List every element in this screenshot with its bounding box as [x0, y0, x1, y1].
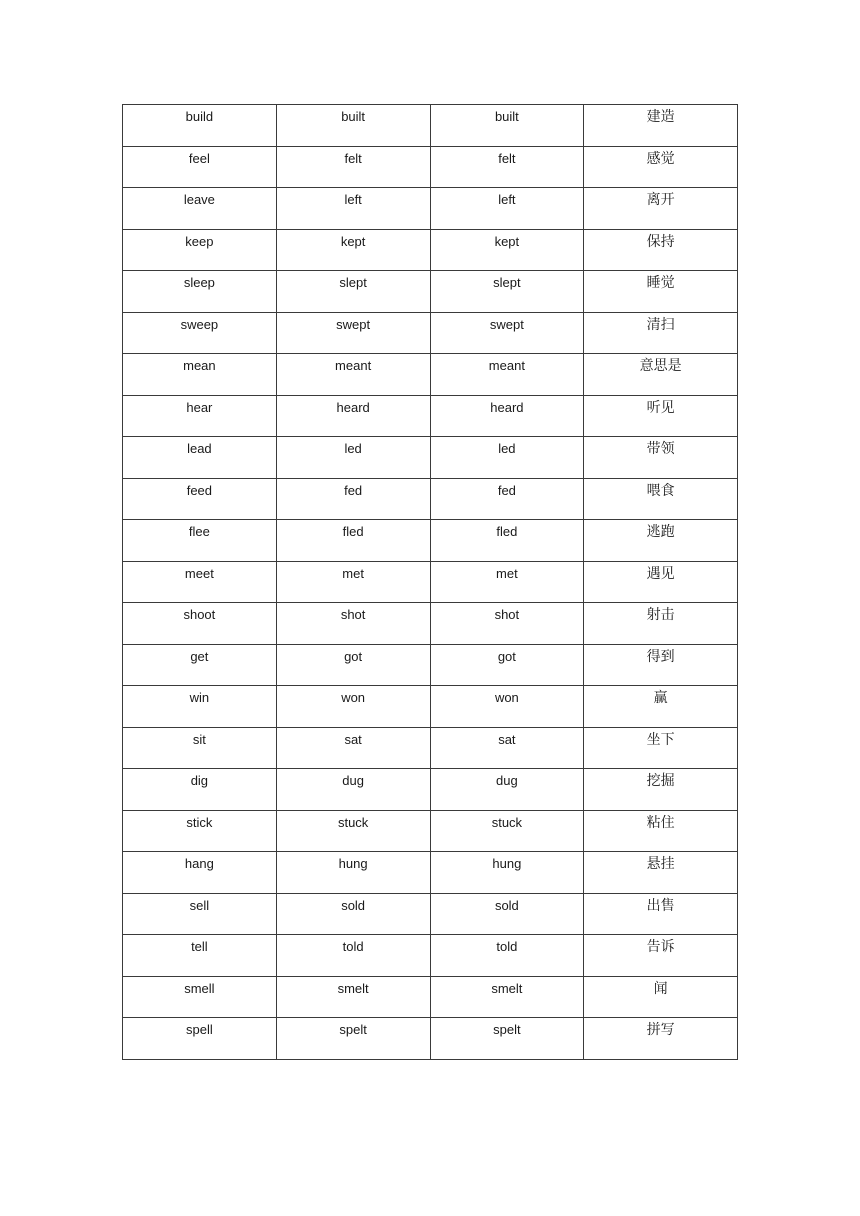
past-participle-cell: left: [430, 188, 584, 230]
table-row: [123, 935, 738, 977]
past-participle-cell: led: [430, 437, 584, 479]
base-form-cell: hear: [123, 395, 277, 437]
past-tense-cell: built: [276, 105, 430, 147]
chinese-meaning-cell: 拼写: [584, 1018, 738, 1060]
chinese-meaning-cell: 遇见: [584, 561, 738, 603]
past-participle-cell: told: [430, 935, 584, 977]
chinese-meaning-cell: 告诉: [584, 935, 738, 977]
table-row: [123, 520, 738, 562]
past-tense-cell: told: [276, 935, 430, 977]
past-participle-cell: felt: [430, 146, 584, 188]
table-row: [123, 229, 738, 271]
table-row: [123, 852, 738, 894]
past-tense-cell: left: [276, 188, 430, 230]
chinese-meaning-cell: 悬挂: [584, 852, 738, 894]
base-form-cell: sit: [123, 727, 277, 769]
past-tense-cell: slept: [276, 271, 430, 313]
table-row: [123, 146, 738, 188]
chinese-meaning-cell: 意思是: [584, 354, 738, 396]
table-row: [123, 769, 738, 811]
base-form-cell: flee: [123, 520, 277, 562]
chinese-meaning-cell: 清扫: [584, 312, 738, 354]
past-tense-cell: swept: [276, 312, 430, 354]
past-participle-cell: met: [430, 561, 584, 603]
chinese-meaning-cell: 睡觉: [584, 271, 738, 313]
past-tense-cell: heard: [276, 395, 430, 437]
base-form-cell: get: [123, 644, 277, 686]
past-participle-cell: fled: [430, 520, 584, 562]
chinese-meaning-cell: 逃跑: [584, 520, 738, 562]
base-form-cell: feel: [123, 146, 277, 188]
base-form-cell: mean: [123, 354, 277, 396]
past-participle-cell: shot: [430, 603, 584, 645]
past-participle-cell: swept: [430, 312, 584, 354]
table-row: [123, 686, 738, 728]
past-tense-cell: smelt: [276, 976, 430, 1018]
table-row: [123, 105, 738, 147]
past-participle-cell: sat: [430, 727, 584, 769]
chinese-meaning-cell: 离开: [584, 188, 738, 230]
past-tense-cell: felt: [276, 146, 430, 188]
past-tense-cell: led: [276, 437, 430, 479]
table-row: [123, 644, 738, 686]
table-row: [123, 437, 738, 479]
table-row: [123, 727, 738, 769]
table-row: [123, 188, 738, 230]
past-participle-cell: heard: [430, 395, 584, 437]
past-tense-cell: fed: [276, 478, 430, 520]
table-row: [123, 810, 738, 852]
base-form-cell: lead: [123, 437, 277, 479]
past-participle-cell: stuck: [430, 810, 584, 852]
past-participle-cell: spelt: [430, 1018, 584, 1060]
past-tense-cell: kept: [276, 229, 430, 271]
base-form-cell: sleep: [123, 271, 277, 313]
chinese-meaning-cell: 赢: [584, 686, 738, 728]
chinese-meaning-cell: 坐下: [584, 727, 738, 769]
chinese-meaning-cell: 感觉: [584, 146, 738, 188]
past-tense-cell: hung: [276, 852, 430, 894]
chinese-meaning-cell: 保持: [584, 229, 738, 271]
past-participle-cell: kept: [430, 229, 584, 271]
verb-table-body: [123, 105, 738, 1060]
base-form-cell: smell: [123, 976, 277, 1018]
past-tense-cell: fled: [276, 520, 430, 562]
table-row: [123, 976, 738, 1018]
chinese-meaning-cell: 听见: [584, 395, 738, 437]
past-participle-cell: dug: [430, 769, 584, 811]
base-form-cell: spell: [123, 1018, 277, 1060]
past-participle-cell: smelt: [430, 976, 584, 1018]
past-tense-cell: sat: [276, 727, 430, 769]
table-row: [123, 271, 738, 313]
table-row: [123, 395, 738, 437]
base-form-cell: stick: [123, 810, 277, 852]
past-participle-cell: fed: [430, 478, 584, 520]
chinese-meaning-cell: 闻: [584, 976, 738, 1018]
base-form-cell: shoot: [123, 603, 277, 645]
chinese-meaning-cell: 出售: [584, 893, 738, 935]
past-tense-cell: stuck: [276, 810, 430, 852]
chinese-meaning-cell: 带领: [584, 437, 738, 479]
base-form-cell: tell: [123, 935, 277, 977]
base-form-cell: build: [123, 105, 277, 147]
chinese-meaning-cell: 粘住: [584, 810, 738, 852]
table-row: [123, 893, 738, 935]
past-participle-cell: built: [430, 105, 584, 147]
past-tense-cell: meant: [276, 354, 430, 396]
past-participle-cell: slept: [430, 271, 584, 313]
chinese-meaning-cell: 得到: [584, 644, 738, 686]
past-tense-cell: spelt: [276, 1018, 430, 1060]
past-participle-cell: meant: [430, 354, 584, 396]
base-form-cell: meet: [123, 561, 277, 603]
base-form-cell: win: [123, 686, 277, 728]
past-tense-cell: got: [276, 644, 430, 686]
base-form-cell: feed: [123, 478, 277, 520]
table-row: [123, 561, 738, 603]
base-form-cell: dig: [123, 769, 277, 811]
past-tense-cell: met: [276, 561, 430, 603]
past-participle-cell: hung: [430, 852, 584, 894]
past-tense-cell: shot: [276, 603, 430, 645]
base-form-cell: sell: [123, 893, 277, 935]
past-participle-cell: got: [430, 644, 584, 686]
past-participle-cell: won: [430, 686, 584, 728]
chinese-meaning-cell: 射击: [584, 603, 738, 645]
past-tense-cell: sold: [276, 893, 430, 935]
past-tense-cell: won: [276, 686, 430, 728]
base-form-cell: hang: [123, 852, 277, 894]
irregular-verb-table: [122, 104, 738, 1060]
past-participle-cell: sold: [430, 893, 584, 935]
chinese-meaning-cell: 建造: [584, 105, 738, 147]
table-row: [123, 354, 738, 396]
table-row: [123, 1018, 738, 1060]
chinese-meaning-cell: 挖掘: [584, 769, 738, 811]
base-form-cell: leave: [123, 188, 277, 230]
base-form-cell: keep: [123, 229, 277, 271]
base-form-cell: sweep: [123, 312, 277, 354]
table-row: [123, 478, 738, 520]
chinese-meaning-cell: 喂食: [584, 478, 738, 520]
table-row: [123, 312, 738, 354]
table-row: [123, 603, 738, 645]
past-tense-cell: dug: [276, 769, 430, 811]
